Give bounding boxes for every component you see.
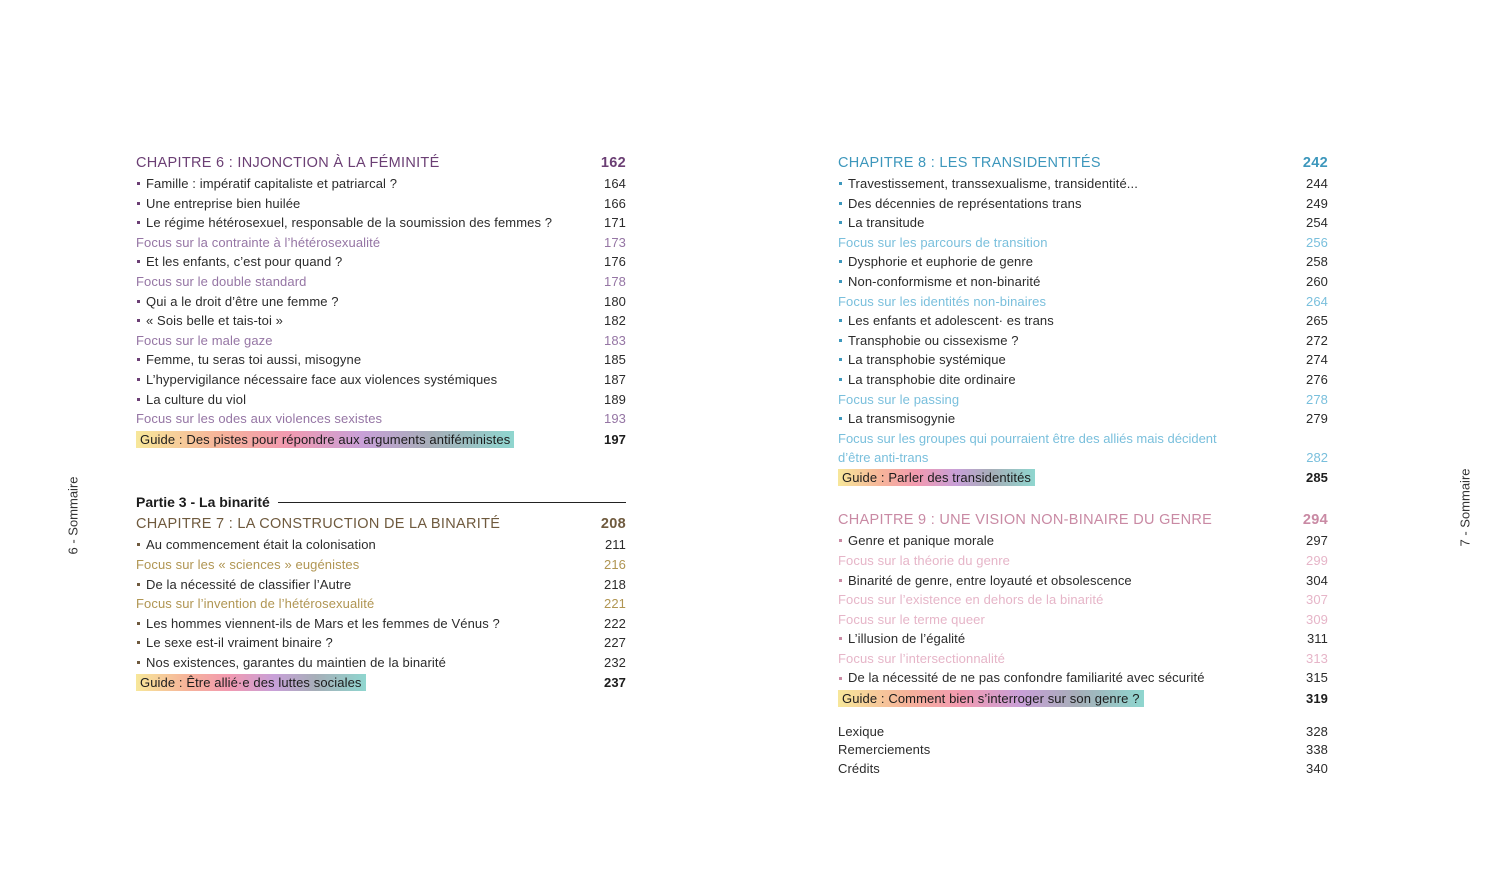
entry-label: Focus sur le passing (838, 391, 960, 407)
page-number: 328 (1306, 723, 1328, 739)
chapter-7-guide[interactable] (136, 673, 626, 693)
entry-label: Travestissement, transsexualisme, transidentité... (848, 176, 1138, 191)
entry-text (838, 370, 1016, 390)
back-matter-entry[interactable] (838, 760, 1328, 779)
chapter-7-heading[interactable] (136, 513, 626, 535)
entry-label: L’hypervigilance nécessaire face aux violences systémiques (146, 371, 498, 387)
toc-entry[interactable] (136, 213, 626, 233)
entry-label: Focus sur les odes aux violences sexistes (136, 411, 383, 427)
page-number: 189 (604, 391, 626, 407)
focus-entry[interactable] (136, 594, 626, 614)
focus-entry[interactable] (838, 610, 1328, 630)
entry-text (838, 571, 1132, 591)
page-number: 282 (1306, 449, 1328, 465)
chapter-8-heading[interactable] (838, 152, 1328, 174)
entry-text (136, 653, 446, 673)
page-number: 218 (604, 576, 626, 592)
entry-text (136, 292, 339, 312)
chapter-8-items (838, 174, 1328, 429)
focus-text (838, 429, 1258, 467)
entry-label: Focus sur la contrainte à l’hétérosexualité (136, 234, 381, 250)
entry-label: La transitude (848, 215, 925, 231)
bullet-icon (839, 319, 842, 322)
chapter-6-heading[interactable] (136, 152, 626, 174)
page-number: 299 (1306, 552, 1328, 568)
left-page-label: 6 - Sommaire (65, 476, 81, 555)
focus-entry[interactable] (838, 233, 1328, 253)
bullet-icon (839, 202, 842, 205)
entry-text (136, 194, 300, 214)
entry-label: Focus sur le double standard (136, 273, 307, 289)
back-matter (838, 723, 1328, 779)
bullet-icon (839, 339, 842, 342)
toc-entry[interactable] (136, 575, 626, 595)
entry-label: Focus sur l’existence en dehors de la binarité (838, 592, 1104, 608)
page-number: 272 (1306, 332, 1328, 348)
entry-label: Nos existences, garantes du maintien de la binarité (146, 654, 446, 670)
entry-text (136, 174, 397, 194)
left-page-contents (136, 152, 626, 693)
entry-text (838, 311, 1054, 331)
focus-entry[interactable] (136, 233, 626, 253)
page-number: 313 (1306, 650, 1328, 666)
bullet-icon (839, 358, 842, 361)
entry-label: Crédits (838, 760, 880, 776)
entry-text (136, 633, 333, 653)
entry-label: Focus sur le male gaze (136, 332, 273, 348)
page-number: 176 (604, 254, 626, 270)
page-number: 242 (1302, 155, 1328, 171)
bullet-icon (137, 202, 140, 205)
focus-line-1: Focus sur les groupes qui pourraient être des alliés mais décident (838, 430, 1217, 446)
part-3-title (136, 491, 626, 513)
page-number: 319 (1306, 691, 1328, 707)
page-number: 187 (604, 371, 626, 387)
chapter-title: CHAPITRE 6 : INJONCTION À LA FÉMINITÉ (136, 155, 440, 171)
toc-entry[interactable] (136, 174, 626, 194)
entry-label: Les hommes viennent-ils de Mars et les femmes de Vénus ? (146, 615, 500, 631)
chapter-9-guide[interactable] (838, 689, 1328, 709)
bullet-icon (137, 583, 140, 586)
focus-entry[interactable] (838, 551, 1328, 571)
entry-text (136, 555, 359, 575)
toc-entry[interactable] (136, 292, 626, 312)
toc-entry[interactable] (838, 531, 1328, 551)
page-number: 216 (604, 556, 626, 572)
page-number: 307 (1306, 592, 1328, 608)
bullet-icon (137, 543, 140, 546)
right-page-label: 7 - Sommaire (1457, 468, 1473, 547)
entry-text (136, 575, 351, 595)
entry-text (838, 233, 1048, 253)
toc-entry[interactable] (136, 633, 626, 653)
focus-entry[interactable] (136, 409, 626, 429)
entry-label: Genre et panique morale (848, 533, 995, 549)
entry-text (838, 194, 1082, 214)
page-number: 166 (604, 195, 626, 211)
chapter-9-heading[interactable] (838, 509, 1328, 531)
toc-entry[interactable] (838, 370, 1328, 390)
entry-text (838, 331, 1019, 351)
entry-label: L’illusion de l’égalité (848, 631, 966, 647)
page-number: 193 (604, 411, 626, 427)
entry-text (136, 370, 497, 390)
entry-text (838, 272, 1040, 292)
entry-text (838, 252, 1033, 272)
page-number: 338 (1306, 742, 1328, 758)
entry-label: De la nécessité de ne pas confondre familiarité avec sécurité (848, 670, 1205, 686)
entry-label: Focus sur le terme queer (838, 611, 985, 627)
part-divider-line (278, 502, 626, 503)
entry-label: La transphobie systémique (848, 352, 1006, 368)
entry-label: Et les enfants, c’est pour quand ? (146, 254, 343, 270)
toc-entry[interactable] (838, 571, 1328, 591)
focus-entry[interactable] (838, 292, 1328, 312)
entry-label: Focus sur l’invention de l’hétérosexualité (136, 596, 375, 612)
entry-label: Des décennies de représentations trans (848, 195, 1082, 211)
chapter-9-items (838, 531, 1328, 688)
page-number: 254 (1306, 215, 1328, 231)
focus-entry[interactable] (838, 649, 1328, 669)
entry-text (136, 311, 283, 331)
toc-entry[interactable] (838, 668, 1328, 688)
bullet-icon (839, 260, 842, 263)
entry-text (838, 174, 1138, 194)
focus-entry[interactable] (838, 590, 1328, 610)
page-number: 264 (1306, 293, 1328, 309)
entry-label: Focus sur la théorie du genre (838, 552, 1010, 568)
entry-label: La transphobie dite ordinaire (848, 371, 1016, 387)
toc-entry[interactable] (838, 350, 1328, 370)
page-number: 258 (1306, 254, 1328, 270)
page-number: 279 (1306, 411, 1328, 427)
toc-entry[interactable] (136, 350, 626, 370)
entry-label: La culture du viol (146, 391, 247, 407)
entry-text (838, 292, 1046, 312)
entry-label: Une entreprise bien huilée (146, 195, 301, 211)
entry-text (136, 350, 361, 370)
entry-label: Focus sur les parcours de transition (838, 234, 1048, 250)
bullet-icon (839, 280, 842, 283)
focus-entry[interactable] (136, 331, 626, 351)
page-number: 249 (1306, 195, 1328, 211)
toc-entry[interactable] (136, 370, 626, 390)
toc-entry[interactable] (838, 311, 1328, 331)
entry-label: Famille : impératif capitaliste et patriarcal ? (146, 176, 398, 191)
bullet-icon (137, 641, 140, 644)
chapter-7-items (136, 535, 626, 672)
bullet-icon (137, 221, 140, 224)
entry-text (838, 551, 1010, 571)
entry-text (838, 531, 994, 551)
entry-label: Transphobie ou cissexisme ? (848, 332, 1019, 348)
bullet-icon (839, 221, 842, 224)
entry-label: Lexique (838, 723, 885, 739)
bullet-icon (839, 378, 842, 381)
page-number: 182 (604, 313, 626, 329)
entry-text (838, 668, 1205, 688)
entry-text (136, 614, 500, 634)
page-number: 309 (1306, 611, 1328, 627)
entry-label: Femme, tu seras toi aussi, misogyne (146, 352, 362, 368)
entry-text (838, 350, 1006, 370)
entry-text (838, 409, 955, 429)
toc-entry[interactable] (838, 174, 1328, 194)
entry-text (136, 233, 380, 253)
guide-label: Guide : Être allié·e des luttes sociales (136, 674, 366, 691)
entry-text (838, 629, 965, 649)
entry-text (838, 649, 1005, 669)
page-number: 276 (1306, 371, 1328, 387)
focus-entry[interactable] (136, 272, 626, 292)
bullet-icon (839, 579, 842, 582)
entry-label: Non-conformisme et non-binarité (848, 273, 1041, 289)
entry-text (136, 252, 342, 272)
entry-label: Focus sur l’intersectionnalité (838, 650, 1006, 666)
page-number: 315 (1306, 670, 1328, 686)
entry-label: Binarité de genre, entre loyauté et obsolescence (848, 572, 1132, 588)
bullet-icon (839, 539, 842, 542)
entry-label: La transmisogynie (848, 411, 956, 427)
page-number: 278 (1306, 391, 1328, 407)
entry-label: Le régime hétérosexuel, responsable de la soumission des femmes ? (146, 215, 553, 231)
bullet-icon (137, 378, 140, 381)
page-number: 340 (1306, 760, 1328, 776)
page-number: 265 (1306, 313, 1328, 329)
bullet-icon (839, 677, 842, 680)
page-number: 244 (1306, 176, 1328, 191)
toc-entry[interactable] (136, 614, 626, 634)
back-matter-entry[interactable] (838, 741, 1328, 760)
toc-entry[interactable] (136, 535, 626, 555)
entry-text (136, 272, 306, 292)
entry-text (136, 535, 376, 555)
entry-text (136, 409, 382, 429)
toc-entry[interactable] (838, 194, 1328, 214)
bullet-icon (839, 182, 842, 185)
page-number: 162 (600, 155, 626, 171)
page-number: 222 (604, 615, 626, 631)
page-number: 256 (1306, 234, 1328, 250)
toc-entry[interactable] (838, 331, 1328, 351)
toc-entry[interactable] (838, 272, 1328, 292)
toc-entry[interactable] (136, 194, 626, 214)
page-number: 164 (604, 176, 626, 191)
toc-entry[interactable] (136, 311, 626, 331)
chapter-8-focus-multiline[interactable] (838, 429, 1328, 467)
page-number: 178 (604, 273, 626, 289)
entry-label: De la nécessité de classifier l’Autre (146, 576, 352, 592)
chapter-title: CHAPITRE 8 : LES TRANSIDENTITÉS (838, 155, 1101, 171)
chapter-6-items (136, 174, 626, 429)
entry-text (838, 390, 959, 410)
focus-entry[interactable] (136, 555, 626, 575)
bullet-icon (137, 622, 140, 625)
toc-entry[interactable] (136, 653, 626, 673)
page-number: 294 (1302, 512, 1328, 529)
toc-entry[interactable] (136, 390, 626, 410)
page-number: 173 (604, 234, 626, 250)
toc-entry[interactable] (838, 213, 1328, 233)
page-number: 197 (604, 431, 626, 447)
toc-entry[interactable] (136, 252, 626, 272)
page-number: 304 (1306, 572, 1328, 588)
guide-label: Guide : Comment bien s’interroger sur son genre ? (838, 690, 1144, 707)
page-number: 171 (604, 215, 626, 231)
chapter-8-guide[interactable] (838, 468, 1328, 488)
entry-text (136, 594, 374, 614)
entry-text (136, 331, 273, 351)
entry-label: Les enfants et adolescent· es trans (848, 313, 1054, 329)
focus-entry[interactable] (838, 390, 1328, 410)
entry-text (136, 213, 552, 233)
toc-entry[interactable] (838, 629, 1328, 649)
guide-label: Guide : Parler des transidentités (838, 469, 1035, 486)
page-number: 237 (604, 675, 626, 691)
entry-label: « Sois belle et tais-toi » (146, 313, 284, 329)
bullet-icon (137, 182, 140, 185)
entry-label: Dysphorie et euphorie de genre (848, 254, 1034, 270)
bullet-icon (137, 398, 140, 401)
page-number: 232 (604, 654, 626, 670)
bullet-icon (137, 319, 140, 322)
entry-label: Focus sur les « sciences » eugénistes (136, 556, 360, 572)
page-number: 274 (1306, 352, 1328, 368)
chapter-title: CHAPITRE 7 : LA CONSTRUCTION DE LA BINARITÉ (136, 516, 501, 533)
page-number: 285 (1306, 469, 1328, 485)
entry-text (838, 590, 1103, 610)
page-number: 211 (604, 537, 626, 553)
entry-label: Au commencement était la colonisation (146, 537, 376, 553)
toc-entry[interactable] (838, 409, 1328, 429)
right-page-contents (838, 152, 1328, 778)
entry-label: Remerciements (838, 742, 931, 758)
page-number: 183 (604, 332, 626, 348)
entry-text (838, 610, 985, 630)
page-number: 227 (604, 635, 626, 651)
guide-label: Guide : Des pistes pour répondre aux arguments antiféministes (136, 431, 514, 448)
page-number: 208 (600, 516, 626, 533)
page-number: 260 (1306, 273, 1328, 289)
toc-entry[interactable] (838, 252, 1328, 272)
bullet-icon (137, 260, 140, 263)
focus-line-2: d’être anti-trans (838, 449, 929, 465)
entry-label: Le sexe est-il vraiment binaire ? (146, 635, 333, 651)
chapter-6-guide[interactable] (136, 430, 626, 450)
page-number: 180 (604, 293, 626, 309)
bullet-icon (839, 417, 842, 420)
entry-text (838, 213, 924, 233)
bullet-icon (137, 300, 140, 303)
page-number: 297 (1306, 533, 1328, 549)
bullet-icon (137, 358, 140, 361)
entry-label: Qui a le droit d’être une femme ? (146, 293, 339, 309)
page-number: 221 (604, 596, 626, 612)
page-number: 185 (604, 352, 626, 368)
bullet-icon (839, 637, 842, 640)
back-matter-entry[interactable] (838, 723, 1328, 742)
bullet-icon (137, 661, 140, 664)
part-title-text: Partie 3 - La binarité (136, 494, 270, 511)
entry-text (136, 390, 246, 410)
entry-label: Focus sur les identités non-binaires (838, 293, 1047, 309)
page-number: 311 (1306, 631, 1328, 647)
chapter-title: CHAPITRE 9 : UNE VISION NON-BINAIRE DU GENRE (838, 512, 1213, 529)
